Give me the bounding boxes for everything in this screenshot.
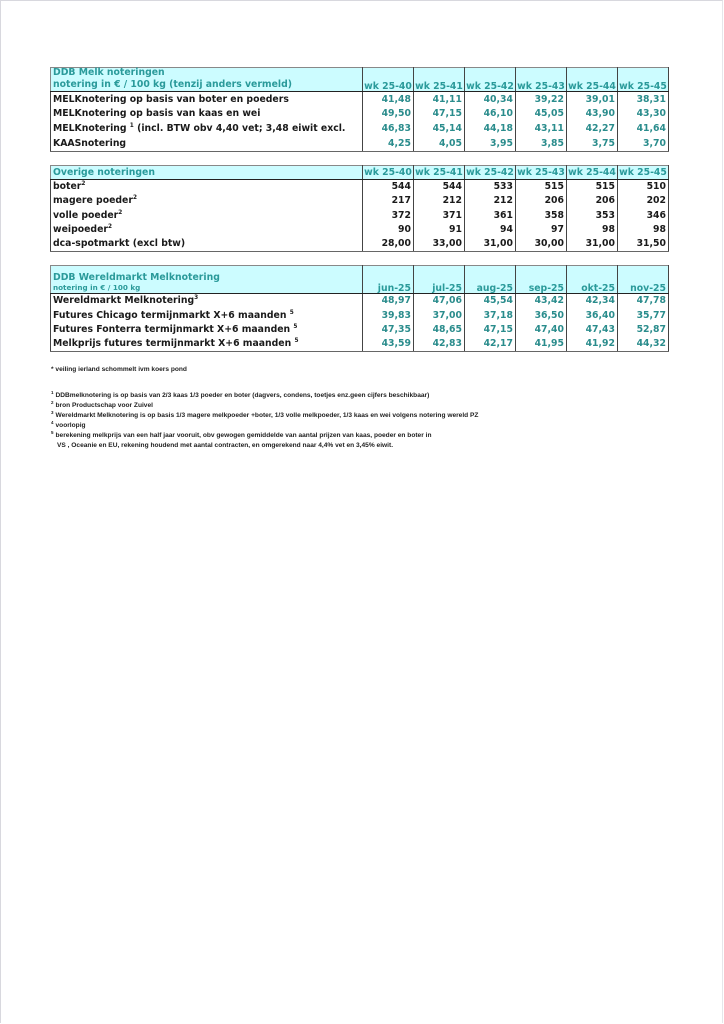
column-header: wk 25-43: [516, 68, 567, 92]
value-cell: 41,92: [567, 337, 618, 352]
value-cell: 43,42: [516, 294, 567, 309]
value-cell: 52,87: [618, 323, 669, 338]
value-cell: 212: [414, 194, 465, 208]
table-row: [51, 237, 669, 251]
value-cell: 31,00: [567, 237, 618, 251]
value-cell: 39,22: [516, 92, 567, 107]
value-cell: 212: [465, 194, 516, 208]
star-note: [51, 365, 187, 375]
row-label-text: weipoeder: [53, 224, 108, 236]
value-cell: 3,95: [465, 137, 516, 152]
value-cell: 515: [516, 180, 567, 194]
table-header-row: [51, 68, 669, 92]
value-cell: 90: [363, 223, 414, 237]
row-label: [51, 323, 363, 338]
footnote-number: 2: [51, 400, 54, 405]
row-label-suffix: (incl. BTW obv 4,40 vet; 3,48 eiwit excl.: [133, 123, 346, 135]
column-header: jul-25: [414, 266, 465, 294]
column-header: nov-25: [618, 266, 669, 294]
column-header: wk 25-45: [619, 166, 667, 178]
table-row: [51, 92, 669, 107]
row-label-text: KAASnotering: [53, 138, 127, 150]
value-cell: 41,48: [363, 92, 414, 107]
table-title: DDB Wereldmarkt Melknotering: [53, 271, 220, 283]
value-cell: 3,85: [516, 137, 567, 152]
value-cell: 206: [567, 194, 618, 208]
value-cell: 47,78: [618, 294, 669, 309]
column-header: wk 25-40: [363, 68, 414, 92]
value-cell: 3,70: [618, 137, 669, 152]
value-cell: 40,34: [465, 92, 516, 107]
column-header: wk 25-42: [465, 68, 516, 92]
footnote: [51, 411, 478, 421]
value-cell: 42,34: [567, 294, 618, 309]
row-label: [51, 223, 363, 237]
row-label-text: volle poeder: [53, 209, 119, 221]
overige-noteringen-table: [50, 165, 669, 252]
row-label: [51, 308, 363, 323]
row-label-text: MELKnotering op basis van boter en poeders: [53, 93, 289, 105]
value-cell: 42,17: [465, 337, 516, 352]
footnote-number: 3: [51, 410, 54, 415]
value-cell: 346: [618, 208, 669, 222]
row-label-text: Melkprijs futures termijnmarkt X+6 maanden: [53, 338, 295, 350]
table-row: [51, 107, 669, 122]
column-header: wk 25-41: [415, 166, 463, 178]
value-cell: 43,59: [363, 337, 414, 352]
footnote-ref: 5: [294, 338, 299, 345]
row-label: [51, 208, 363, 222]
value-cell: 47,15: [465, 323, 516, 338]
table-row: [51, 194, 669, 208]
value-cell: 45,54: [465, 294, 516, 309]
table-row: [51, 223, 669, 237]
row-label: [51, 194, 363, 208]
value-cell: 4,25: [363, 137, 414, 152]
column-header: sep-25: [516, 266, 567, 294]
value-cell: 46,83: [363, 122, 414, 137]
value-cell: 47,06: [414, 294, 465, 309]
table-title-cell: [51, 68, 363, 92]
footnote-ref: 5: [293, 324, 298, 331]
value-cell: 510: [618, 180, 669, 194]
value-cell: 35,77: [618, 308, 669, 323]
row-label-text: boter: [53, 181, 82, 193]
star-note-text: * veiling ierland schommelt ivm koers pond: [51, 366, 187, 373]
table-title-cell: [51, 266, 363, 294]
value-cell: 372: [363, 208, 414, 222]
row-label: [51, 237, 363, 251]
value-cell: 44,18: [465, 122, 516, 137]
row-label-text: magere poeder: [53, 195, 133, 207]
footnote-ref: 5: [289, 309, 294, 316]
table-subtitle: notering in € / 100 kg: [53, 282, 141, 292]
footnote-text: bron Productschap voor Zuivel: [55, 402, 153, 409]
footnote: [51, 421, 478, 431]
value-cell: 353: [567, 208, 618, 222]
table-row: [51, 180, 669, 194]
footnote-continuation: VS , Oceanie en EU, rekening houdend met aantal contracten, en omgerekend naar 4,4% vet en 3,45% eiwit.: [57, 442, 394, 449]
value-cell: 47,15: [414, 107, 465, 122]
column-header: okt-25: [567, 266, 618, 294]
value-cell: 43,90: [567, 107, 618, 122]
value-cell: 47,40: [516, 323, 567, 338]
table-header-row: [51, 166, 669, 180]
value-cell: 45,05: [516, 107, 567, 122]
value-cell: 48,65: [414, 323, 465, 338]
value-cell: 43,11: [516, 122, 567, 137]
footnote-text: berekening melkprijs van een half jaar vooruit, obv gewogen gemiddelde van aantal prijzen van kaas, poeder en boter in: [55, 432, 432, 439]
value-cell: 4,05: [414, 137, 465, 152]
footnote-ref: 2: [107, 224, 113, 231]
value-cell: 48,97: [363, 294, 414, 309]
row-label: [51, 180, 363, 194]
value-cell: 37,18: [465, 308, 516, 323]
value-cell: 37,00: [414, 308, 465, 323]
footnote-text: DDBmelknotering is op basis van 2/3 kaas 1/3 poeder en boter (dagvers, condens, toetjes enz.geen cijfers beschikbaar): [55, 392, 430, 399]
footnotes-list: [51, 391, 478, 451]
value-cell: 515: [567, 180, 618, 194]
value-cell: 544: [363, 180, 414, 194]
value-cell: 98: [618, 223, 669, 237]
table-row: [51, 122, 669, 137]
value-cell: 33,00: [414, 237, 465, 251]
value-cell: 41,95: [516, 337, 567, 352]
table-subtitle: notering in € / 100 kg (tenzij anders vermeld): [53, 78, 293, 90]
footnote: [51, 391, 478, 401]
footnote: [51, 401, 478, 411]
melk-noteringen-table: [50, 67, 669, 152]
footnote-number: 5: [51, 430, 54, 435]
value-cell: 371: [414, 208, 465, 222]
table-title: DDB Melk noteringen: [53, 67, 165, 79]
value-cell: 36,40: [567, 308, 618, 323]
column-header: jun-25: [363, 266, 414, 294]
table-row: [51, 137, 669, 152]
value-cell: 47,43: [567, 323, 618, 338]
column-header: wk 25-45: [618, 68, 669, 92]
row-label-text: MELKnotering op basis van kaas en wei: [53, 108, 261, 120]
footnote-text: voorlopig: [55, 422, 86, 429]
value-cell: 46,10: [465, 107, 516, 122]
column-header: wk 25-43: [517, 166, 565, 178]
column-header: wk 25-42: [466, 166, 514, 178]
row-label-text: MELKnotering: [53, 123, 130, 135]
value-cell: 39,01: [567, 92, 618, 107]
footnote-ref: 2: [132, 195, 137, 202]
value-cell: 45,14: [414, 122, 465, 137]
column-header: wk 25-44: [567, 68, 618, 92]
footnote-ref: 2: [118, 209, 123, 216]
column-header: wk 25-40: [364, 166, 412, 178]
value-cell: 30,00: [516, 237, 567, 251]
value-cell: 94: [465, 223, 516, 237]
footnote-text: Wereldmarkt Melknotering is op basis 1/3 magere melkpoeder +boter, 1/3 volle melkpoeder, 1/3 kaas en wei volgens notering wereld PZ: [55, 412, 479, 419]
value-cell: 544: [414, 180, 465, 194]
value-cell: 206: [516, 194, 567, 208]
value-cell: 42,83: [414, 337, 465, 352]
footnote-number: 1: [51, 390, 54, 395]
table-row: [51, 308, 669, 323]
value-cell: 36,50: [516, 308, 567, 323]
table-row: [51, 337, 669, 352]
footnote-ref: 1: [129, 123, 134, 130]
table-row: [51, 294, 669, 309]
value-cell: 28,00: [363, 237, 414, 251]
footnote-ref: 2: [81, 181, 86, 188]
value-cell: 98: [567, 223, 618, 237]
row-label: [51, 107, 363, 122]
value-cell: 91: [414, 223, 465, 237]
value-cell: 41,11: [414, 92, 465, 107]
value-cell: 39,83: [363, 308, 414, 323]
row-label: [51, 92, 363, 107]
value-cell: 533: [465, 180, 516, 194]
row-label: [51, 294, 363, 309]
value-cell: 47,35: [363, 323, 414, 338]
value-cell: 41,64: [618, 122, 669, 137]
row-label: [51, 122, 363, 137]
value-cell: 3,75: [567, 137, 618, 152]
value-cell: 31,50: [618, 237, 669, 251]
row-label-text: Wereldmarkt Melknotering: [53, 295, 195, 307]
table-title: Overige noteringen: [51, 166, 363, 180]
footnote-number: 4: [51, 420, 54, 425]
value-cell: 202: [618, 194, 669, 208]
table-row: [51, 323, 669, 338]
footnote-ref: 3: [194, 295, 199, 302]
row-label: [51, 337, 363, 352]
value-cell: 43,30: [618, 107, 669, 122]
row-label: [51, 137, 363, 152]
value-cell: 358: [516, 208, 567, 222]
value-cell: 361: [465, 208, 516, 222]
value-cell: 42,27: [567, 122, 618, 137]
table-row: [51, 208, 669, 222]
value-cell: 49,50: [363, 107, 414, 122]
wereldmarkt-melknotering-table: [50, 265, 669, 352]
value-cell: 217: [363, 194, 414, 208]
value-cell: 97: [516, 223, 567, 237]
row-label-text: Futures Fonterra termijnmarkt X+6 maanden: [53, 324, 294, 336]
row-label-text: Futures Chicago termijnmarkt X+6 maanden: [53, 309, 290, 321]
value-cell: 44,32: [618, 337, 669, 352]
column-header: wk 25-41: [414, 68, 465, 92]
footnote: [51, 431, 478, 441]
row-label-text: dca-spotmarkt (excl btw): [53, 238, 186, 250]
column-header: aug-25: [465, 266, 516, 294]
column-header: wk 25-44: [568, 166, 616, 178]
table-header-row: [51, 266, 669, 294]
value-cell: 31,00: [465, 237, 516, 251]
value-cell: 38,31: [618, 92, 669, 107]
